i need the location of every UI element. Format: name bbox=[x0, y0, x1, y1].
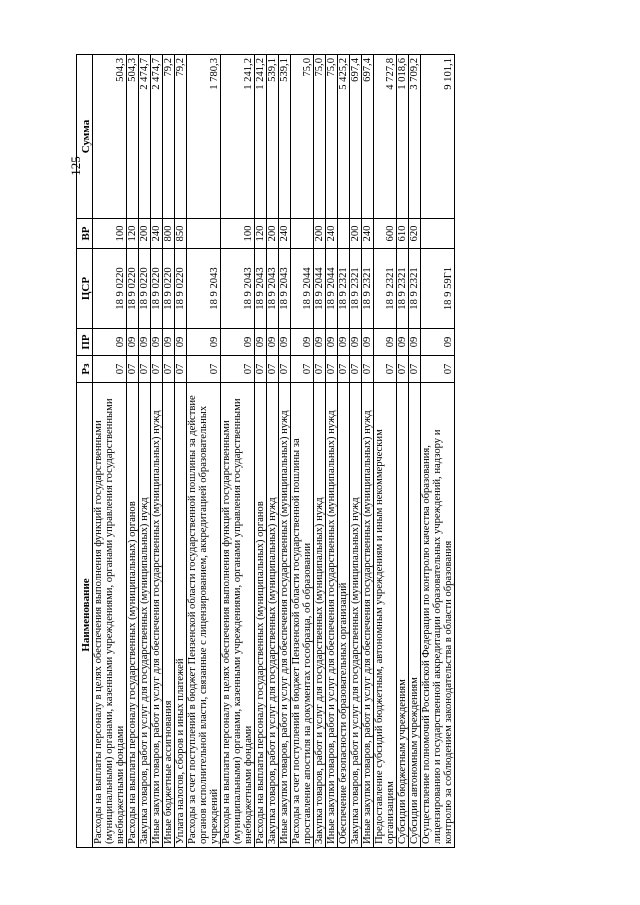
table-row bbox=[314, 55, 326, 848]
cell-rz: 07 bbox=[255, 356, 267, 383]
table-row bbox=[350, 55, 362, 848]
cell-name: Иные закупки товаров, работ и услуг для обеспечения государственных (муниципальных) нужд bbox=[151, 383, 163, 848]
cell-sum: 79,2 bbox=[175, 55, 187, 219]
cell-sum: 697,4 bbox=[362, 55, 374, 219]
cell-vr bbox=[291, 219, 314, 249]
cell-pr: 09 bbox=[291, 329, 314, 356]
cell-sum: 1 241,2 bbox=[221, 55, 255, 219]
cell-sum: 2 474,7 bbox=[151, 55, 163, 219]
cell-csr: 18 9 2044 bbox=[326, 249, 338, 329]
cell-csr: 18 9 0220 bbox=[127, 249, 139, 329]
cell-rz: 07 bbox=[175, 356, 187, 383]
cell-csr: 18 9 0220 bbox=[139, 249, 151, 329]
cell-name: Расходы на выплаты персоналу в целях обеспечения выполнения функций государственными (муниципальными) органами, казенными учреждениями, органами управления государственными внебюджетными фондами bbox=[93, 383, 127, 848]
cell-name: Предоставление субсидий бюджетным, автономным учреждениям и иным некоммерческим организациям bbox=[374, 383, 397, 848]
cell-pr: 09 bbox=[279, 329, 291, 356]
cell-csr: 18 9 2044 bbox=[291, 249, 314, 329]
cell-sum: 504,3 bbox=[93, 55, 127, 219]
cell-csr: 18 9 2321 bbox=[374, 249, 397, 329]
cell-sum: 504,3 bbox=[127, 55, 139, 219]
cell-pr: 09 bbox=[338, 329, 350, 356]
cell-sum: 539,1 bbox=[279, 55, 291, 219]
cell-csr: 18 9 0220 bbox=[163, 249, 175, 329]
table-row bbox=[175, 55, 187, 848]
cell-rz: 07 bbox=[187, 356, 221, 383]
cell-vr: 600 bbox=[374, 219, 397, 249]
cell-vr: 200 bbox=[314, 219, 326, 249]
budget-table bbox=[76, 54, 455, 848]
cell-csr: 18 9 59Г1 bbox=[421, 249, 455, 329]
table-row bbox=[421, 55, 455, 848]
cell-vr: 850 bbox=[175, 219, 187, 249]
cell-rz: 07 bbox=[397, 356, 409, 383]
cell-pr: 09 bbox=[221, 329, 255, 356]
cell-sum: 79,2 bbox=[163, 55, 175, 219]
table-row bbox=[397, 55, 409, 848]
cell-sum: 4 727,8 bbox=[374, 55, 397, 219]
table-row bbox=[409, 55, 421, 848]
table-row bbox=[187, 55, 221, 848]
cell-pr: 09 bbox=[139, 329, 151, 356]
header-name: Наименование bbox=[77, 383, 93, 848]
cell-vr: 200 bbox=[139, 219, 151, 249]
cell-sum: 1 018,6 bbox=[397, 55, 409, 219]
cell-name: Расходы за счет поступлений в бюджет Пензенской области государственной пошлины за действие органов исполнительной власти, связанные с лицензированием, аккредитацией образовательных учреждений bbox=[187, 383, 221, 848]
cell-csr: 18 9 2043 bbox=[255, 249, 267, 329]
table-row bbox=[221, 55, 255, 848]
cell-csr: 18 9 0220 bbox=[151, 249, 163, 329]
cell-pr: 09 bbox=[255, 329, 267, 356]
table-row bbox=[326, 55, 338, 848]
cell-pr: 09 bbox=[267, 329, 279, 356]
table-row bbox=[255, 55, 267, 848]
cell-sum: 539,1 bbox=[267, 55, 279, 219]
cell-pr: 09 bbox=[397, 329, 409, 356]
cell-pr: 09 bbox=[409, 329, 421, 356]
cell-rz: 07 bbox=[421, 356, 455, 383]
cell-vr: 800 bbox=[163, 219, 175, 249]
cell-vr: 610 bbox=[397, 219, 409, 249]
cell-vr bbox=[338, 219, 350, 249]
cell-name: Иные закупки товаров, работ и услуг для обеспечения государственных (муниципальных) нужд bbox=[279, 383, 291, 848]
cell-pr: 09 bbox=[187, 329, 221, 356]
cell-name: Субсидии бюджетным учреждениям bbox=[397, 383, 409, 848]
cell-rz: 07 bbox=[163, 356, 175, 383]
cell-pr: 09 bbox=[127, 329, 139, 356]
cell-pr: 09 bbox=[326, 329, 338, 356]
cell-csr: 18 9 2044 bbox=[314, 249, 326, 329]
cell-pr: 09 bbox=[362, 329, 374, 356]
cell-rz: 07 bbox=[93, 356, 127, 383]
cell-name: Обеспечение безопасности образовательных организаций bbox=[338, 383, 350, 848]
cell-rz: 07 bbox=[291, 356, 314, 383]
cell-sum: 3 709,2 bbox=[409, 55, 421, 219]
cell-sum: 9 101,1 bbox=[421, 55, 455, 219]
cell-name: Закупка товаров, работ и услуг для государственных (муниципальных) нужд bbox=[139, 383, 151, 848]
cell-sum: 1 780,3 bbox=[187, 55, 221, 219]
cell-csr: 18 9 0220 bbox=[93, 249, 127, 329]
cell-name: Осуществление полномочий Российской Федерации по контролю качества образования, лицензированию и государственной аккредитации образовательных учреждений, надзору и контролю за соблюдением законодательства в области образования bbox=[421, 383, 455, 848]
cell-pr: 09 bbox=[421, 329, 455, 356]
cell-rz: 07 bbox=[151, 356, 163, 383]
table-row bbox=[151, 55, 163, 848]
page-number-text: 125 bbox=[68, 156, 83, 176]
table-row bbox=[291, 55, 314, 848]
cell-rz: 07 bbox=[267, 356, 279, 383]
cell-vr: 240 bbox=[326, 219, 338, 249]
cell-vr: 200 bbox=[267, 219, 279, 249]
cell-pr: 09 bbox=[151, 329, 163, 356]
cell-sum: 75,0 bbox=[291, 55, 314, 219]
cell-csr: 18 9 2321 bbox=[362, 249, 374, 329]
cell-rz: 07 bbox=[362, 356, 374, 383]
header-sum: Сумма bbox=[77, 55, 93, 219]
cell-name: Иные закупки товаров, работ и услуг для обеспечения государственных (муниципальных) нужд bbox=[326, 383, 338, 848]
table-row bbox=[338, 55, 350, 848]
header-vr: ВР bbox=[77, 219, 93, 249]
cell-pr: 09 bbox=[374, 329, 397, 356]
header-rz: Рз bbox=[77, 356, 93, 383]
cell-csr: 18 9 2043 bbox=[267, 249, 279, 329]
cell-vr: 100 bbox=[93, 219, 127, 249]
cell-name: Расходы за счет поступлений в бюджет Пензенской области государственной пошлины за проставление апостиля на документах гособразца, об образовании bbox=[291, 383, 314, 848]
cell-pr: 09 bbox=[350, 329, 362, 356]
cell-vr: 620 bbox=[409, 219, 421, 249]
cell-vr: 120 bbox=[255, 219, 267, 249]
table-row bbox=[139, 55, 151, 848]
header-csr: ЦСР bbox=[77, 249, 93, 329]
cell-name: Уплата налогов, сборов и иных платежей bbox=[175, 383, 187, 848]
cell-rz: 07 bbox=[127, 356, 139, 383]
cell-rz: 07 bbox=[374, 356, 397, 383]
cell-name: Расходы на выплаты персоналу в целях обеспечения выполнения функций государственными (муниципальными) органами, казенными учреждениями, органами управления государственными внебюджетными фондами bbox=[221, 383, 255, 848]
table-row bbox=[362, 55, 374, 848]
table-row bbox=[127, 55, 139, 848]
cell-name: Субсидии автономным учреждениям bbox=[409, 383, 421, 848]
cell-rz: 07 bbox=[409, 356, 421, 383]
cell-name: Закупка товаров, работ и услуг для государственных (муниципальных) нужд bbox=[314, 383, 326, 848]
cell-csr: 18 9 2043 bbox=[221, 249, 255, 329]
cell-csr: 18 9 2321 bbox=[397, 249, 409, 329]
table-row bbox=[374, 55, 397, 848]
cell-vr: 100 bbox=[221, 219, 255, 249]
cell-csr: 18 9 2321 bbox=[409, 249, 421, 329]
cell-vr: 120 bbox=[127, 219, 139, 249]
cell-sum: 75,0 bbox=[326, 55, 338, 219]
cell-vr bbox=[187, 219, 221, 249]
table-header-row bbox=[77, 55, 93, 848]
cell-rz: 07 bbox=[279, 356, 291, 383]
cell-pr: 09 bbox=[175, 329, 187, 356]
cell-pr: 09 bbox=[163, 329, 175, 356]
cell-sum: 5 425,2 bbox=[338, 55, 350, 219]
cell-rz: 07 bbox=[326, 356, 338, 383]
cell-vr: 240 bbox=[279, 219, 291, 249]
table-row bbox=[267, 55, 279, 848]
cell-csr: 18 9 0220 bbox=[175, 249, 187, 329]
cell-sum: 2 474,7 bbox=[139, 55, 151, 219]
cell-vr: 240 bbox=[362, 219, 374, 249]
cell-rz: 07 bbox=[314, 356, 326, 383]
cell-sum: 697,4 bbox=[350, 55, 362, 219]
budget-table-container bbox=[76, 55, 568, 848]
cell-rz: 07 bbox=[221, 356, 255, 383]
cell-sum: 1 241,2 bbox=[255, 55, 267, 219]
cell-rz: 07 bbox=[350, 356, 362, 383]
header-pr: ПР bbox=[77, 329, 93, 356]
cell-csr: 18 9 2043 bbox=[279, 249, 291, 329]
table-row bbox=[93, 55, 127, 848]
cell-csr: 18 9 2321 bbox=[350, 249, 362, 329]
cell-sum: 75,0 bbox=[314, 55, 326, 219]
cell-vr: 200 bbox=[350, 219, 362, 249]
cell-csr: 18 9 2043 bbox=[187, 249, 221, 329]
cell-vr bbox=[421, 219, 455, 249]
cell-name: Иные бюджетные ассигнования bbox=[163, 383, 175, 848]
cell-pr: 09 bbox=[93, 329, 127, 356]
table-row bbox=[279, 55, 291, 848]
cell-name: Закупка товаров, работ и услуг для государственных (муниципальных) нужд bbox=[267, 383, 279, 848]
cell-pr: 09 bbox=[314, 329, 326, 356]
cell-name: Расходы на выплаты персоналу государственных (муниципальных) органов bbox=[255, 383, 267, 848]
cell-name: Закупка товаров, работ и услуг для государственных (муниципальных) нужд bbox=[350, 383, 362, 848]
table-row bbox=[163, 55, 175, 848]
cell-name: Иные закупки товаров, работ и услуг для обеспечения государственных (муниципальных) нужд bbox=[362, 383, 374, 848]
cell-vr: 240 bbox=[151, 219, 163, 249]
cell-name: Расходы на выплаты персоналу государственных (муниципальных) органов bbox=[127, 383, 139, 848]
cell-rz: 07 bbox=[139, 356, 151, 383]
cell-csr: 18 9 2321 bbox=[338, 249, 350, 329]
cell-rz: 07 bbox=[338, 356, 350, 383]
